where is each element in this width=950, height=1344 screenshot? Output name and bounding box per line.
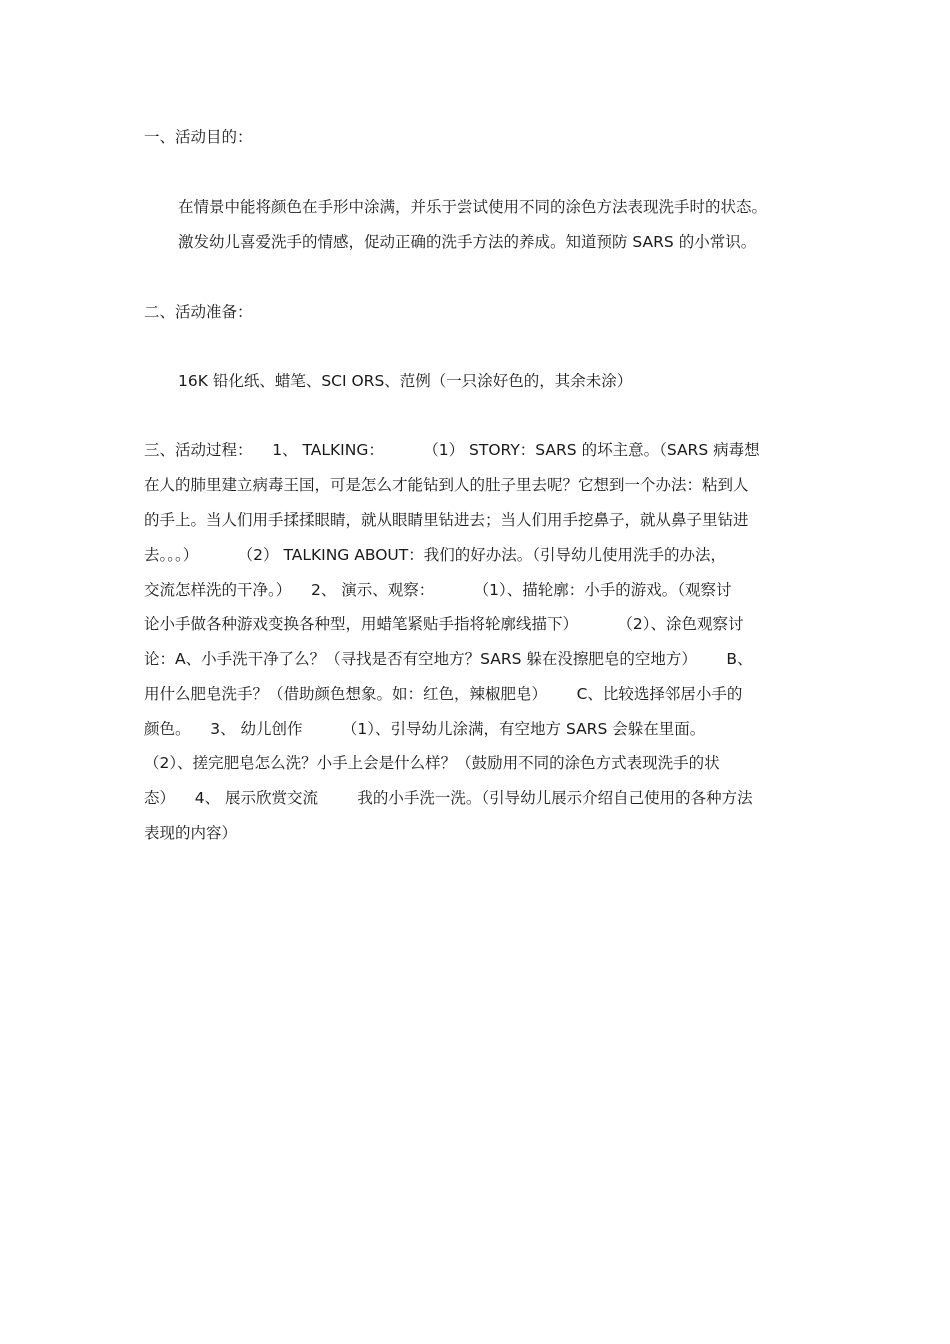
- section3-line-4: 去。。。） （2） TALKING ABOUT：我们的好办法。（引导幼儿使用洗手的办法，: [144, 546, 726, 564]
- section3-line-9: 颜色。 3、 幼儿创作 （1）、引导幼儿涂满，有空地方 SARS 会躲在里面。: [144, 720, 706, 738]
- section3-line-12: 表现的内容）: [144, 824, 238, 842]
- section3-line-1: 三、活动过程： 1、 TALKING： （1） STORY：SARS 的坏主意。（SARS 病毒想: [144, 441, 760, 459]
- section1-line1: 在情景中能将颜色在手形中涂满，并乐于尝试使用不同的涂色方法表现洗手时的状态。: [178, 198, 768, 216]
- section3-line-8: 用什么肥皂洗手？（借助颜色想象。如：红色，辣椒肥皂） C、比较选择邻居小手的: [144, 685, 743, 703]
- section3-line-10: （2）、搓完肥皂怎么洗？小手上会是什么样？（鼓励用不同的涂色方式表现洗手的状: [144, 754, 720, 772]
- section1-line2: 激发幼儿喜爱洗手的情感，促动正确的洗手方法的养成。知道预防 SARS 的小常识。: [178, 233, 757, 251]
- section3-line-2: 在人的肺里建立病毒王国，可是怎么才能钻到人的肚子里去呢？它想到一个办法：粘到人: [144, 476, 749, 494]
- section3-line-7: 论：A、小手洗干净了么？（寻找是否有空地方？SARS 躲在没擦肥皂的空地方） B、: [144, 650, 753, 668]
- section2-line1: 16K 铅化纸、蜡笔、SCI ORS、范例（一只涂好色的，其余未涂）: [178, 372, 633, 390]
- section3-line-6: 论小手做各种游戏变换各种型，用蜡笔紧贴手指将轮廓线描下） （2）、涂色观察讨: [144, 615, 744, 633]
- section2-heading: 二、活动准备：: [144, 303, 253, 321]
- section3-line-3: 的手上。当人们用手揉揉眼睛，就从眼睛里钻进去；当人们用手挖鼻子，就从鼻子里钻进: [144, 511, 749, 529]
- section3-line-5: 交流怎样洗的干净。） 2、 演示、观察： （1）、描轮廓：小手的游戏。（观察讨: [144, 581, 732, 599]
- section3-line-11: 态） 4、 展示欣赏交流 我的小手洗一洗。（引导幼儿展示介绍自己使用的各种方法: [144, 789, 753, 807]
- section1-heading: 一、活动目的：: [144, 128, 253, 146]
